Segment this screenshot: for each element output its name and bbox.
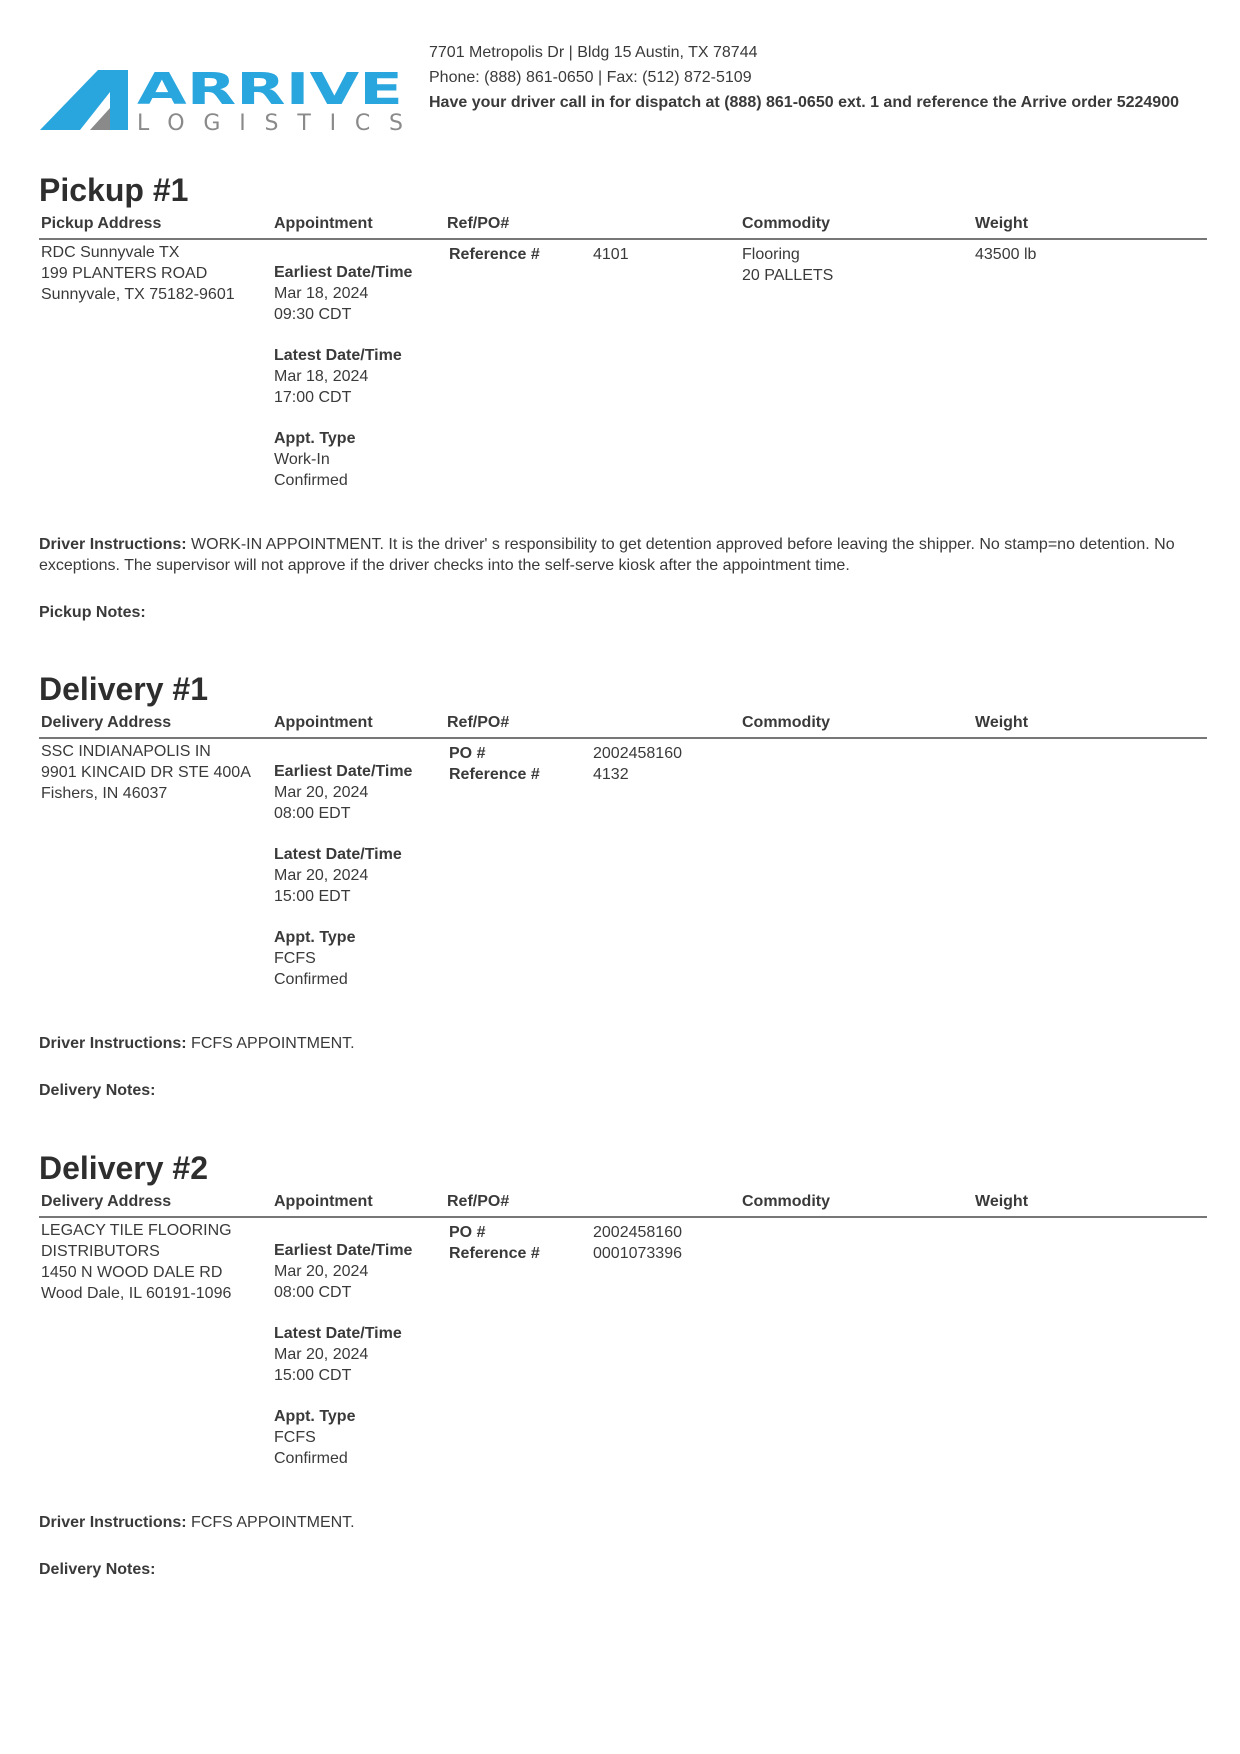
earliest-time: 08:00 EDT bbox=[274, 805, 351, 822]
instructions-text: FCFS APPOINTMENT. bbox=[191, 1035, 355, 1052]
address-line: Wood Dale, IL 60191-1096 bbox=[41, 1285, 232, 1302]
ref-labels bbox=[449, 743, 540, 785]
table-row bbox=[39, 739, 1207, 1019]
appt-status: Confirmed bbox=[274, 1450, 348, 1467]
address-line: 1450 N WOOD DALE RD bbox=[41, 1264, 223, 1281]
appointment-column-header: Appointment bbox=[274, 1193, 373, 1210]
po-value: 2002458160 bbox=[593, 1224, 682, 1241]
commodity-column-header: Commodity bbox=[742, 215, 830, 232]
commodity-column-header: Commodity bbox=[742, 1193, 830, 1210]
table-row bbox=[39, 1218, 1207, 1498]
logo-word: ARRIVE bbox=[137, 66, 403, 115]
earliest-date: Mar 20, 2024 bbox=[274, 1263, 369, 1280]
ref-column-header: Ref/PO# bbox=[447, 215, 510, 232]
latest-time: 15:00 EDT bbox=[274, 888, 351, 905]
dispatch-instructions: Have your driver call in for dispatch at (888) 861-0650 ext. 1 and reference the Arrive order 5224900 bbox=[429, 94, 1179, 111]
earliest-label: Earliest Date/Time bbox=[274, 1242, 413, 1259]
driver-instructions bbox=[39, 1512, 1189, 1533]
address-line: SSC INDIANAPOLIS IN bbox=[41, 743, 211, 760]
po-label: PO # bbox=[449, 1224, 486, 1241]
ref-label: Reference # bbox=[449, 1245, 540, 1262]
address-line: DISTRIBUTORS bbox=[41, 1243, 160, 1260]
pickup-address bbox=[41, 242, 235, 305]
earliest-label: Earliest Date/Time bbox=[274, 264, 413, 281]
earliest-time: 08:00 CDT bbox=[274, 1284, 352, 1301]
latest-time: 17:00 CDT bbox=[274, 389, 352, 406]
instructions-text: FCFS APPOINTMENT. bbox=[191, 1514, 355, 1531]
earliest-date: Mar 20, 2024 bbox=[274, 784, 369, 801]
appt-type: FCFS bbox=[274, 950, 316, 967]
commodity-name: Flooring bbox=[742, 246, 800, 263]
address-column-header: Delivery Address bbox=[41, 1193, 172, 1210]
company-phone: Phone: (888) 861-0650 | Fax: (512) 872-5109 bbox=[429, 69, 752, 86]
pickup-1-section bbox=[39, 170, 1207, 621]
instructions-label: Driver Instructions: bbox=[39, 1035, 187, 1052]
delivery-notes-label: Delivery Notes: bbox=[39, 1561, 156, 1578]
table-row bbox=[39, 240, 1207, 520]
arrive-logistics-logo bbox=[40, 66, 406, 138]
address-line: 199 PLANTERS ROAD bbox=[41, 265, 208, 282]
ref-value: 0001073396 bbox=[593, 1245, 682, 1262]
latest-label: Latest Date/Time bbox=[274, 1325, 402, 1342]
earliest-label: Earliest Date/Time bbox=[274, 763, 413, 780]
address-line: Sunnyvale, TX 75182-9601 bbox=[41, 286, 235, 303]
commodity-quantity: 20 PALLETS bbox=[742, 267, 834, 284]
earliest-time: 09:30 CDT bbox=[274, 306, 352, 323]
latest-date: Mar 18, 2024 bbox=[274, 368, 369, 385]
latest-time: 15:00 CDT bbox=[274, 1367, 352, 1384]
earliest-date: Mar 18, 2024 bbox=[274, 285, 369, 302]
table-header bbox=[39, 212, 1207, 240]
instructions-label: Driver Instructions: bbox=[39, 536, 187, 553]
delivery-1-section bbox=[39, 669, 1207, 1099]
po-label: PO # bbox=[449, 745, 486, 762]
address-line: RDC Sunnyvale TX bbox=[41, 244, 180, 261]
ref-column-header: Ref/PO# bbox=[447, 714, 510, 731]
commodity-column-header: Commodity bbox=[742, 714, 830, 731]
appt-type: Work-In bbox=[274, 451, 330, 468]
instructions-label: Driver Instructions: bbox=[39, 1514, 187, 1531]
appt-type-label: Appt. Type bbox=[274, 1408, 356, 1425]
appointment-details bbox=[274, 1240, 412, 1489]
delivery-address bbox=[41, 1220, 232, 1304]
ref-labels bbox=[449, 1222, 540, 1264]
appt-type-label: Appt. Type bbox=[274, 929, 356, 946]
ref-value: 4101 bbox=[593, 246, 629, 263]
ref-values bbox=[593, 1222, 682, 1264]
weight-column-header: Weight bbox=[975, 215, 1029, 232]
delivery-notes-label: Delivery Notes: bbox=[39, 1082, 156, 1099]
appt-status: Confirmed bbox=[274, 472, 348, 489]
appt-type: FCFS bbox=[274, 1429, 316, 1446]
company-address: 7701 Metropolis Dr | Bldg 15 Austin, TX 78744 bbox=[429, 44, 758, 61]
appt-type-label: Appt. Type bbox=[274, 430, 356, 447]
driver-instructions bbox=[39, 1033, 1189, 1054]
section-title: Delivery #1 bbox=[39, 671, 209, 707]
ref-label: Reference # bbox=[449, 766, 540, 783]
delivery-2-section bbox=[39, 1148, 1207, 1578]
latest-label: Latest Date/Time bbox=[274, 347, 402, 364]
company-contact bbox=[429, 40, 1189, 115]
address-column-header: Delivery Address bbox=[41, 714, 172, 731]
weight-column-header: Weight bbox=[975, 714, 1029, 731]
logo-subword: LOGISTICS bbox=[137, 111, 403, 136]
table-header bbox=[39, 711, 1207, 739]
weight-column-header: Weight bbox=[975, 1193, 1029, 1210]
driver-instructions bbox=[39, 534, 1189, 576]
commodity bbox=[742, 244, 833, 286]
pickup-notes-label: Pickup Notes: bbox=[39, 604, 146, 621]
latest-label: Latest Date/Time bbox=[274, 846, 402, 863]
appointment-details bbox=[274, 761, 412, 1010]
appointment-details bbox=[274, 262, 412, 511]
ref-values bbox=[593, 743, 682, 785]
latest-date: Mar 20, 2024 bbox=[274, 1346, 369, 1363]
ref-column-header: Ref/PO# bbox=[447, 1193, 510, 1210]
instructions-text: WORK-IN APPOINTMENT. It is the driver' s responsibility to get detention approved before leaving the shipper. No stamp=no detention. No exceptions. The supervisor will not approve if the driver checks into the self-serve kiosk after the appointment time. bbox=[39, 536, 1175, 574]
ref-value: 4132 bbox=[593, 766, 629, 783]
table-header bbox=[39, 1190, 1207, 1218]
appt-status: Confirmed bbox=[274, 971, 348, 988]
address-column-header: Pickup Address bbox=[41, 215, 162, 232]
address-line: LEGACY TILE FLOORING bbox=[41, 1222, 232, 1239]
po-value: 2002458160 bbox=[593, 745, 682, 762]
address-line: Fishers, IN 46037 bbox=[41, 785, 168, 802]
address-line: 9901 KINCAID DR STE 400A bbox=[41, 764, 251, 781]
ref-label: Reference # bbox=[449, 246, 540, 263]
latest-date: Mar 20, 2024 bbox=[274, 867, 369, 884]
weight: 43500 lb bbox=[975, 246, 1037, 263]
section-title: Delivery #2 bbox=[39, 1150, 209, 1186]
appointment-column-header: Appointment bbox=[274, 215, 373, 232]
section-title: Pickup #1 bbox=[39, 172, 189, 208]
delivery-address bbox=[41, 741, 251, 804]
appointment-column-header: Appointment bbox=[274, 714, 373, 731]
